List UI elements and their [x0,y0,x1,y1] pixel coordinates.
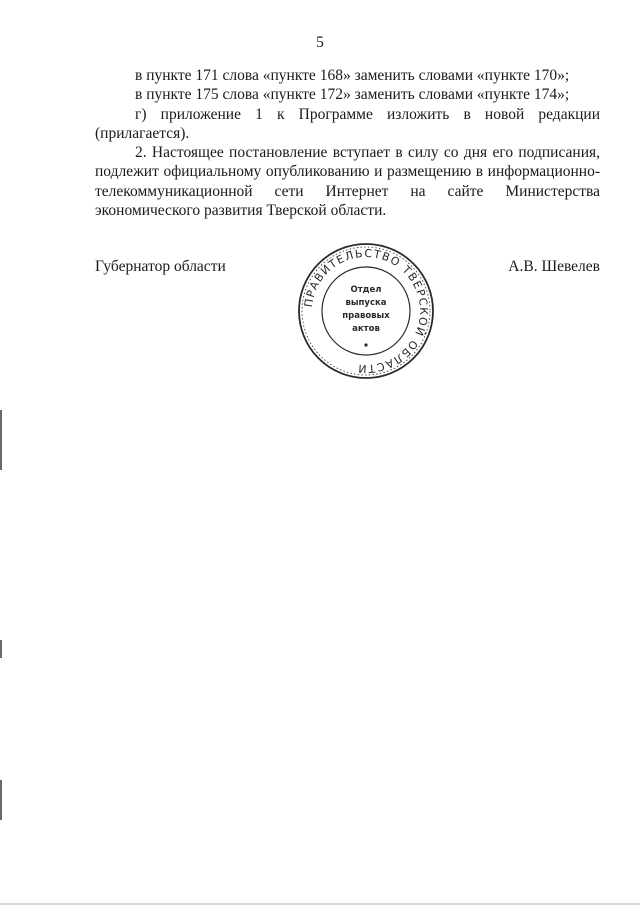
document-body [95,66,600,220]
seal-center-line-1: Отдел [350,285,382,295]
paragraph-item-171: в пункте 171 слова «пункте 168» заменить словами «пункте 170»; [135,67,570,84]
scan-edge-mark [0,410,2,470]
seal-center-line-2: выпуска [345,298,387,308]
scan-edge-mark [0,640,2,658]
paragraph-appendix: г) приложение 1 к Программе изложить в новой редакции (прилагается). [95,105,600,142]
signatory-name: А.В. Шевелев [508,258,600,275]
seal-star-icon [364,343,367,346]
scan-edge-mark [0,780,2,820]
page-number: 5 [316,34,324,51]
seal-center-line-4: актов [352,324,380,334]
paragraph-item-175: в пункте 175 слова «пункте 172» заменить словами «пункте 174»; [135,86,570,104]
seal-center-line-3: правовых [342,311,390,321]
seal-ring-text: ПРАВИТЕЛЬСТВО ТВЕРСКОЙ ОБЛАСТИ [302,246,431,376]
seal-graphic [296,241,436,381]
signatory-position: Губернатор области [95,258,226,275]
official-seal [296,241,436,381]
paragraph-entry-into-force: 2. Настоящее постановление вступает в силу со дня его подписания, подлежит официальному опубликованию и размещению в информационно-телекоммуникационной сети Интернет на сайте Министерства экономического развития Тверской области. [95,144,600,220]
